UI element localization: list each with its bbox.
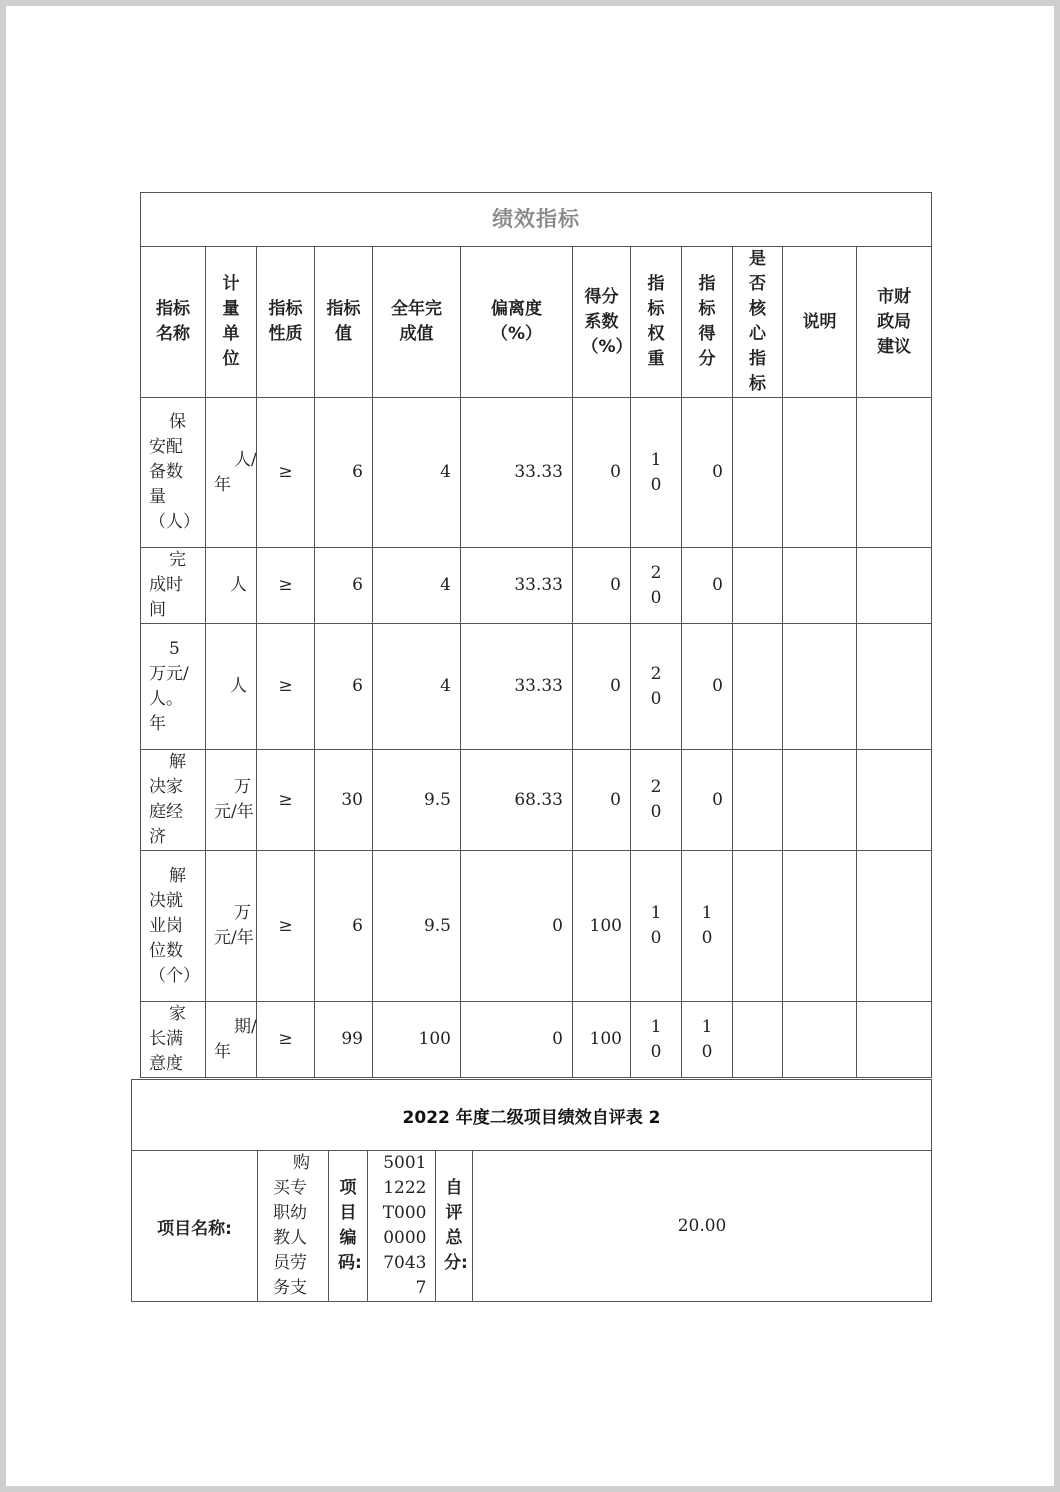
nature: ≥ xyxy=(257,851,315,1002)
score: 0 xyxy=(682,624,733,750)
header-actual: 全年完成值 xyxy=(373,247,461,398)
nature: ≥ xyxy=(257,548,315,624)
actual-value: 9.5 xyxy=(373,851,461,1002)
deviation: 33.33 xyxy=(461,624,573,750)
note xyxy=(783,548,857,624)
core-flag xyxy=(733,750,783,851)
target-value: 6 xyxy=(315,398,373,548)
table-row xyxy=(141,750,932,851)
weight: 10 xyxy=(631,398,682,548)
header-note: 说明 xyxy=(783,247,857,398)
core-flag xyxy=(733,398,783,548)
header-deviation: 偏离度（%） xyxy=(461,247,573,398)
actual-value: 9.5 xyxy=(373,750,461,851)
score-coef: 100 xyxy=(573,1002,631,1078)
core-flag xyxy=(733,624,783,750)
score-coef: 0 xyxy=(573,750,631,851)
header-unit: 计量单位 xyxy=(206,247,257,398)
score: 0 xyxy=(682,398,733,548)
note xyxy=(783,398,857,548)
document-page xyxy=(6,6,1054,1486)
indicator-name: 5万元/人。年 xyxy=(141,624,206,750)
core-flag xyxy=(733,1002,783,1078)
note xyxy=(783,624,857,750)
unit: 期/年 xyxy=(206,1002,257,1078)
deviation: 0 xyxy=(461,1002,573,1078)
table-row xyxy=(141,548,932,624)
score: 0 xyxy=(682,548,733,624)
actual-value: 4 xyxy=(373,548,461,624)
score-coef: 0 xyxy=(573,624,631,750)
target-value: 6 xyxy=(315,548,373,624)
nature: ≥ xyxy=(257,750,315,851)
unit: 人/年 xyxy=(206,398,257,548)
self-evaluation-summary-table xyxy=(131,1079,932,1302)
advice xyxy=(857,851,932,1002)
header-core: 是否核心指标 xyxy=(733,247,783,398)
score-coef: 100 xyxy=(573,851,631,1002)
header-indicator-name: 指标名称 xyxy=(141,247,206,398)
weight: 20 xyxy=(631,548,682,624)
actual-value: 4 xyxy=(373,624,461,750)
weight: 20 xyxy=(631,624,682,750)
summary-row xyxy=(132,1151,932,1302)
unit: 人 xyxy=(206,624,257,750)
core-flag xyxy=(733,548,783,624)
table-row xyxy=(141,398,932,548)
unit: 人 xyxy=(206,548,257,624)
weight: 20 xyxy=(631,750,682,851)
indicator-name: 解决家庭经济 xyxy=(141,750,206,851)
score: 10 xyxy=(682,1002,733,1078)
deviation: 33.33 xyxy=(461,548,573,624)
unit: 万元/年 xyxy=(206,750,257,851)
advice xyxy=(857,548,932,624)
form-title: 2022 年度二级项目绩效自评表 2 xyxy=(132,1080,932,1151)
weight: 10 xyxy=(631,851,682,1002)
target-value: 6 xyxy=(315,624,373,750)
project-code-value: 50011222T000000070437 xyxy=(368,1151,436,1302)
weight: 10 xyxy=(631,1002,682,1078)
indicator-name: 保安配备数量（人） xyxy=(141,398,206,548)
header-target: 指标值 xyxy=(315,247,373,398)
table-row xyxy=(141,851,932,1002)
note xyxy=(783,851,857,1002)
table-row xyxy=(141,1002,932,1078)
nature: ≥ xyxy=(257,1002,315,1078)
deviation: 0 xyxy=(461,851,573,1002)
header-nature: 指标性质 xyxy=(257,247,315,398)
actual-value: 4 xyxy=(373,398,461,548)
core-flag xyxy=(733,851,783,1002)
indicator-name: 家长满意度 xyxy=(141,1002,206,1078)
total-score-value: 20.00 xyxy=(473,1151,932,1302)
note xyxy=(783,1002,857,1078)
deviation: 33.33 xyxy=(461,398,573,548)
unit: 万元/年 xyxy=(206,851,257,1002)
total-score-label: 自评总分: xyxy=(436,1151,473,1302)
table-row xyxy=(141,624,932,750)
actual-value: 100 xyxy=(373,1002,461,1078)
target-value: 6 xyxy=(315,851,373,1002)
header-advice: 市财政局建议 xyxy=(857,247,932,398)
advice xyxy=(857,750,932,851)
header-score: 指标得分 xyxy=(682,247,733,398)
project-name-label: 项目名称: xyxy=(132,1151,258,1302)
header-row xyxy=(141,247,932,398)
header-weight: 指标权重 xyxy=(631,247,682,398)
nature: ≥ xyxy=(257,398,315,548)
target-value: 30 xyxy=(315,750,373,851)
advice xyxy=(857,1002,932,1078)
section-title: 绩效指标 xyxy=(141,193,932,247)
advice xyxy=(857,624,932,750)
performance-indicator-table xyxy=(140,192,932,1078)
score-coef: 0 xyxy=(573,398,631,548)
indicator-name: 完成时间 xyxy=(141,548,206,624)
advice xyxy=(857,398,932,548)
score-coef: 0 xyxy=(573,548,631,624)
note xyxy=(783,750,857,851)
project-code-label: 项目编码: xyxy=(329,1151,368,1302)
deviation: 68.33 xyxy=(461,750,573,851)
score: 10 xyxy=(682,851,733,1002)
indicator-name: 解决就业岗位数（个） xyxy=(141,851,206,1002)
header-score-coef: 得分系数（%） xyxy=(573,247,631,398)
project-name-value: 购买专职幼教人员劳务支 xyxy=(258,1151,329,1302)
score: 0 xyxy=(682,750,733,851)
target-value: 99 xyxy=(315,1002,373,1078)
nature: ≥ xyxy=(257,624,315,750)
